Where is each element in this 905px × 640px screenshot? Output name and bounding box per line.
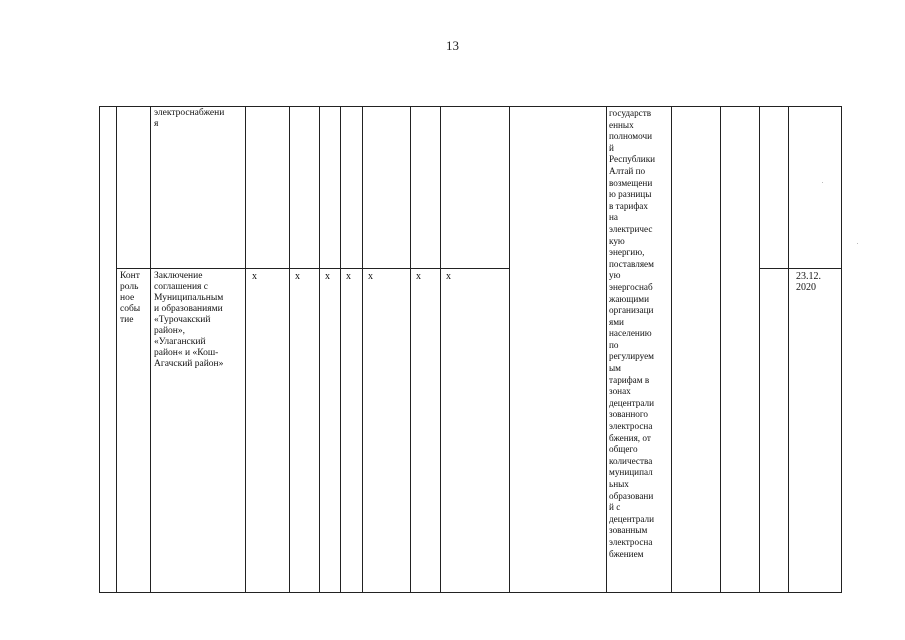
scan-speck (857, 243, 858, 244)
column-border (606, 106, 607, 593)
row-separator-right (759, 268, 841, 269)
cell-event-date: 23.12. 2020 (796, 271, 821, 293)
table-top-border (99, 106, 841, 107)
column-border (440, 106, 441, 593)
column-border (410, 106, 411, 593)
column-border (245, 106, 246, 593)
scan-speck (822, 182, 823, 183)
column-border (340, 106, 341, 593)
column-border (362, 106, 363, 593)
column-border (319, 106, 320, 593)
column-border (671, 106, 672, 593)
column-border (841, 106, 842, 593)
cell-indicator-text: государств енных полномочи й Республики Алтай по возмещени ю разницы в тарифах на электричес кую энергию, поставляем ую энергоснаб жающими организаци ями населению по регулируем ым тарифам в зонах децентрали зованного электросна бжения, от общего количества муниципал ьных образовани й с децентрали зованным электросна бжением (609, 108, 656, 559)
table-bottom-border (99, 592, 841, 593)
cell-event-type: Конт роль ное собы тие (120, 271, 141, 325)
cell-event-name: Заключение соглашения с Муниципальным и образованиями «Турочакский район», «Улаганский район« и «Кош- Агачский район» (154, 271, 224, 369)
cell-mark: х (446, 271, 451, 282)
cell-name-continuation: электроснабжени я (154, 108, 225, 129)
column-border (116, 106, 117, 593)
cell-mark: х (416, 271, 421, 282)
cell-mark: х (325, 271, 330, 282)
column-border (788, 106, 789, 593)
cell-mark: х (368, 271, 373, 282)
column-border (99, 106, 100, 593)
column-border (509, 106, 510, 593)
cell-mark: х (295, 271, 300, 282)
row-separator-left (116, 268, 509, 269)
column-border (759, 106, 760, 593)
column-border (720, 106, 721, 593)
column-border (289, 106, 290, 593)
page-number: 13 (446, 38, 459, 53)
cell-mark: х (252, 271, 257, 282)
column-border (150, 106, 151, 593)
cell-mark: х (346, 271, 351, 282)
